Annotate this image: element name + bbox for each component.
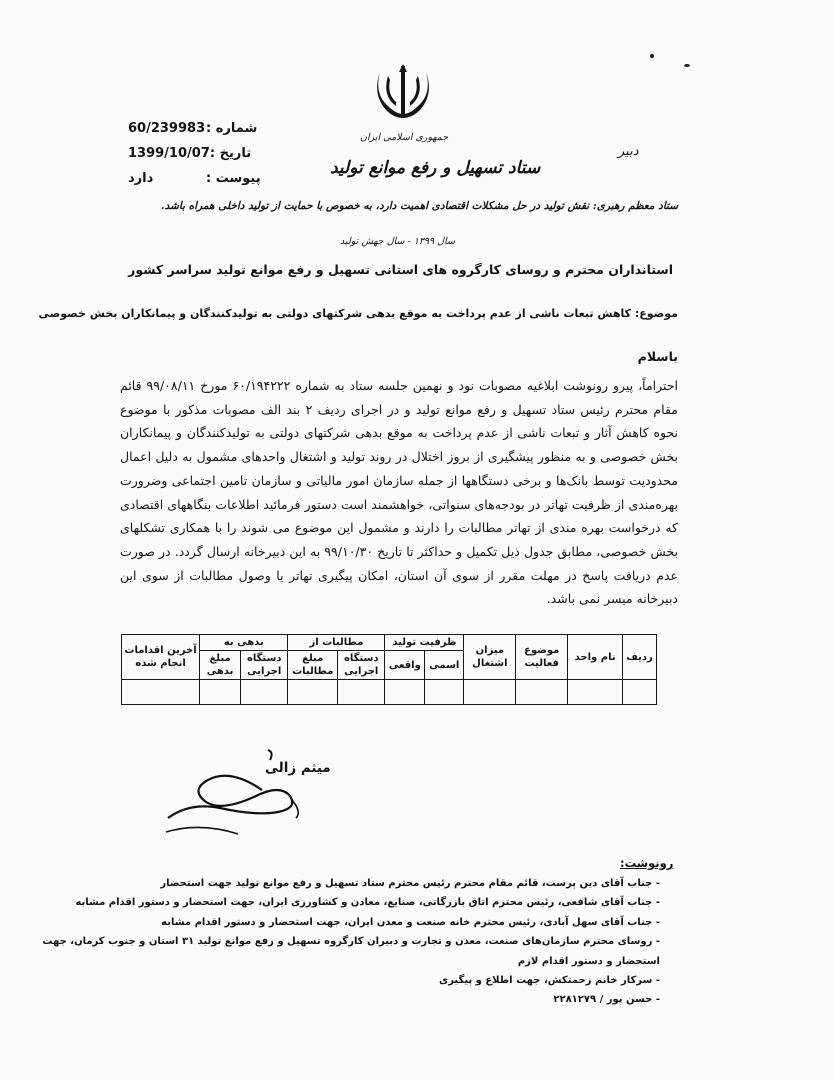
scan-speck [684, 64, 690, 67]
cc-ref-prefix: - حسن پور / [599, 994, 660, 1006]
col-capacity-nominal: اسمی [425, 651, 464, 680]
date-value: 1399/10/07 [128, 146, 210, 161]
signatory-name: میثم زالی [265, 760, 331, 776]
table-cell [122, 680, 200, 705]
cc-item: - جناب آقای شافعی، رئیس محترم اتاق بازرگانی، صنایع، معادن و کشاورزی ایران، جهت استحضار و دستور اقدام مشابه [75, 897, 660, 909]
iran-emblem-icon [372, 62, 434, 122]
col-capacity-group: ظرفیت تولید [385, 635, 464, 651]
number-row [128, 116, 268, 141]
dabir-label: دبیر [618, 144, 639, 159]
col-last-actions: آخرین اقدامات انجام شده [122, 635, 200, 680]
attachment-label: پیوست : [206, 171, 261, 186]
cc-item: - جناب آقای سهل آبادی، رئیس محترم خانه صنعت و معدن ایران، جهت استحضار و دستور اقدام مشابه [161, 916, 660, 928]
cc-list [42, 874, 660, 1010]
number-value: 60/239983 [128, 121, 206, 136]
handwritten-signature [160, 738, 310, 838]
attachment-value: دارد [128, 171, 154, 186]
greeting: باسلام [637, 349, 678, 364]
table-cell [464, 680, 516, 705]
scan-speck [650, 54, 654, 58]
col-debts-group: بدهی به [200, 635, 288, 651]
letter-meta [128, 116, 268, 191]
request-table [121, 634, 657, 705]
cc-ref-value: ۲۲۸۱۲۷۹ [553, 994, 597, 1006]
table-cell [240, 680, 287, 705]
cc-item: - جناب آقای دین پرست، قائم مقام محترم رئیس محترم ستاد تسهیل و رفع موانع تولید جهت استحضار [160, 878, 660, 889]
col-debts-amount: مبلغ بدهی [200, 651, 241, 680]
date-row [128, 141, 268, 166]
table-cell [338, 680, 385, 705]
cc-reference [150, 990, 660, 1009]
table-cell [516, 680, 568, 705]
col-claims-group: مطالبات از [288, 635, 385, 651]
table-row [122, 680, 657, 705]
country-name: جمهوری اسلامی ایران [360, 132, 449, 143]
col-row: ردیف [623, 635, 657, 680]
col-debts-agency: دستگاه اجرایی [240, 651, 287, 680]
year-note: سال ۱۳۹۹ - سال جهش تولید [340, 236, 455, 247]
col-activity: موضوع فعالیت [516, 635, 568, 680]
col-employment: میزان اشتغال [464, 635, 516, 680]
table-cell [385, 680, 425, 705]
table-cell [288, 680, 338, 705]
cc-item: - سرکار خانم زحمتکش، جهت اطلاع و پیگیری [439, 975, 660, 987]
table-cell [623, 680, 657, 705]
table-cell [568, 680, 623, 705]
table-cell [200, 680, 241, 705]
attachment-row [128, 166, 268, 191]
slogan: ستاد معظم رهبری: نقش تولید در حل مشکلات اقتصادی اهمیت دارد، به خصوص با حمایت از تولید داخلی همراه باشد. [160, 200, 678, 212]
body-paragraph: احتراماً، پیرو رونوشت ابلاغیه مصوبات نود و نهمین جلسه ستاد به شماره ۶۰/۱۹۴۲۲۲ مورخ ۹۹/۰۸/۱۱ قائم مقام محترم رئیس ستاد تسهیل و رفع موانع تولید و در اجرای ردیف ۲ بند الف مصوبات مذکور با موضوع نحوه کاهش آثار و تبعات ناشی از عدم پرداخت به موقع بدهی شرکتهای دولتی به تولیدکنندگان و پیمانکاران بخش خصوصی و به منظور پیشگیری از بروز اختلال در روند تولید و اشتغال واحدهای مشمول به دلیل اعمال محدودیت توسط بانک‌ها و برخی دستگاهها از جمله سازمان امور مالیاتی و سازمان تامین اجتماعی وضرورت بهره‌مندی از ظرفیت تهاتر در بودجه‌های سنواتی، خواهشمند است دستور فرمائید اطلاعات بنگاههای اقتصادی که درخواست بهره مندی از تهاتر مطالبات را دارند و مشمول این موضوع می شوند را با همکاری تشکلهای بخش خصوصی، مطابق جدول ذیل تکمیل و حداکثر تا تاریخ ۹۹/۱۰/۳۰ به این دبیرخانه ارسال گردد. در صورت عدم دریافت پاسخ در مهلت مقرر از سوی آن استان، امکان پیگیری تهاتر یا وصول مطالبات از سوی این دبیرخانه میسر نمی باشد. [120, 378, 678, 607]
col-capacity-actual: واقعی [385, 651, 425, 680]
headquarters-name: ستاد تسهیل و رفع موانع تولید [330, 158, 541, 178]
cc-item: - روسای محترم سازمان‌های صنعت، معدن و تجارت و دبیران کارگروه تسهیل و رفع موانع تولید ۳۱ استان و جنوب کرمان، جهت [42, 936, 660, 948]
table-cell [425, 680, 464, 705]
number-label: شماره : [206, 121, 258, 136]
letter-body [120, 374, 678, 611]
subject-line: موضوع: کاهش تبعات ناشی از عدم پرداخت به موقع بدهی شرکتهای دولتی به تولیدکنندگان و پیمانکاران بخش خصوصی [38, 307, 678, 320]
date-label: تاریخ : [209, 146, 252, 161]
col-unit-name: نام واحد [568, 635, 623, 680]
col-claims-agency: دستگاه اجرایی [338, 651, 385, 680]
cc-title: رونوشت: [620, 856, 674, 870]
col-claims-amount: مبلغ مطالبات [288, 651, 338, 680]
addressee: استانداران محترم و روسای کارگروه های استانی تسهیل و رفع موانع تولید سراسر کشور [128, 262, 673, 277]
table-header-row [122, 635, 657, 651]
cc-item: استحضار و دستور اقدام لازم [517, 955, 660, 967]
